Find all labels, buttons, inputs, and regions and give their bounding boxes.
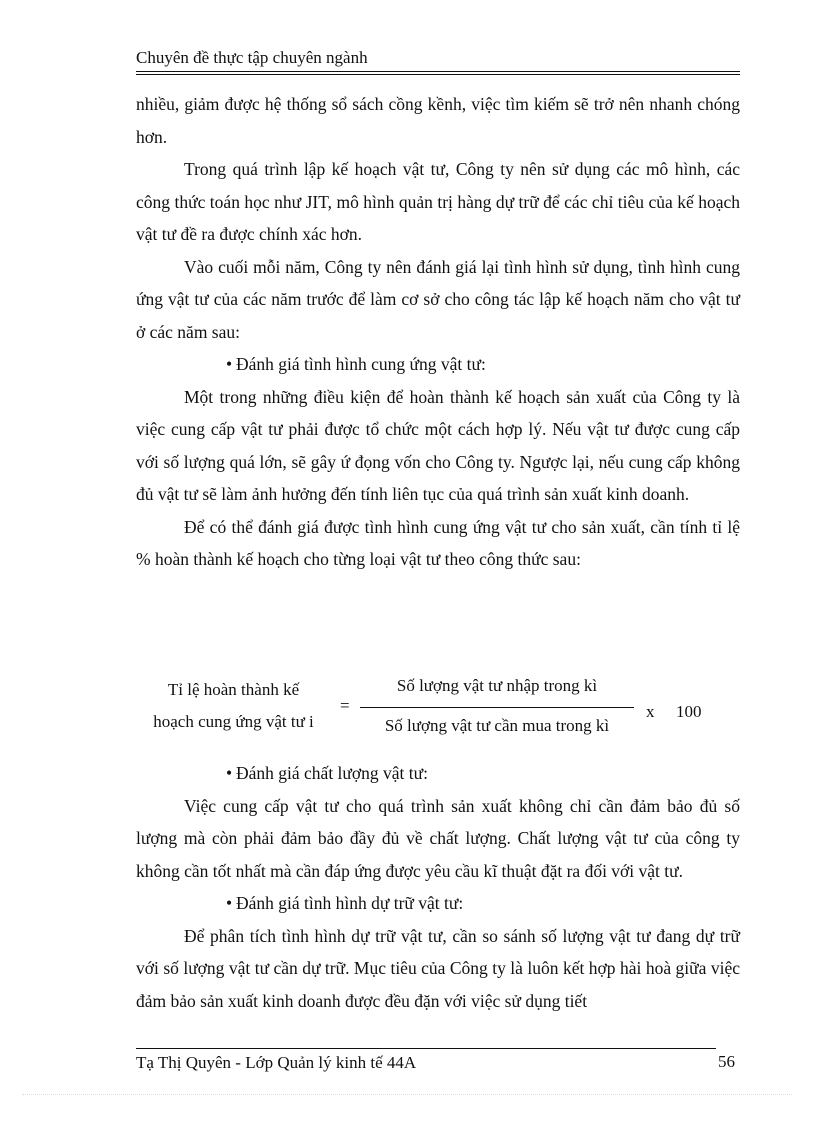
footer-author: Tạ Thị Quyên - Lớp Quản lý kinh tế 44A (136, 1053, 417, 1072)
header-rule (136, 71, 740, 72)
running-header: Chuyên đề thực tập chuyên ngành (136, 48, 368, 67)
paragraph: nhiều, giảm được hệ thống sổ sách cồng kềnh, việc tìm kiếm sẽ trở nên nhanh chóng hơn. (136, 94, 740, 147)
formula-times: x (646, 702, 655, 721)
bullet-heading (136, 348, 740, 381)
formula-equals: = (340, 696, 350, 715)
formula-denominator: Số lượng vật tư cần mua trong kì (384, 716, 610, 735)
bullet-heading-text: Đánh giá tình hình dự trữ vật tư: (236, 893, 464, 913)
bullet-icon: • (226, 893, 233, 913)
formula (136, 674, 740, 748)
page-number: 56 (718, 1052, 735, 1071)
bullet-heading-text: Đánh giá tình hình cung ứng vật tư: (236, 354, 486, 374)
header-rule-thin (136, 74, 740, 75)
formula-fraction-bar (360, 707, 634, 708)
paragraph: Để có thể đánh giá được tình hình cung ứng vật tư cho sản xuất, cần tính tỉ lệ % hoàn thành kế hoạch cho từng loại vật tư theo công thức sau: (136, 516, 740, 569)
bullet-heading-text: Đánh giá chất lượng vật tư: (236, 763, 428, 783)
bullet-heading (136, 757, 740, 790)
formula-multiplier: 100 (676, 702, 702, 721)
paragraph: Một trong những điều kiện để hoàn thành kế hoạch sản xuất của Công ty là việc cung cấp vật tư phải được tổ chức một cách hợp lý. Nếu vật tư được cung cấp với số lượng quá lớn, sẽ gây ứ đọng vốn cho Công ty. Ngược lại, nếu cung cấp không đủ vật tư sẽ làm ảnh hưởng đến tính liên tục của quá trình sản xuất kinh doanh. (136, 386, 740, 504)
footer-rule (136, 1048, 716, 1049)
body-text-top (136, 88, 740, 576)
formula-left-line1: Tỉ lệ hoàn thành kế (167, 680, 300, 699)
formula-left-term (136, 674, 331, 738)
bullet-icon: • (226, 354, 233, 374)
page-edge-dotted-line (22, 1094, 792, 1095)
bullet-icon: • (226, 763, 233, 783)
formula-numerator: Số lượng vật tư nhập trong kì (396, 676, 598, 695)
paragraph: Trong quá trình lập kế hoạch vật tư, Công ty nên sử dụng các mô hình, các công thức toán học như JIT, mô hình quản trị hàng dự trữ để các chỉ tiêu của kế hoạch vật tư đề ra được chính xác hơn. (136, 159, 740, 244)
formula-left-line2: hoạch cung ứng vật tư i (153, 712, 314, 731)
paragraph: Việc cung cấp vật tư cho quá trình sản xuất không chỉ cần đảm bảo đủ số lượng mà còn phải đảm bảo đầy đủ về chất lượng. Chất lượng vật tư của công ty không cần tốt nhất mà cần đáp ứng được yêu cầu kĩ thuật đặt ra đối với vật tư. (136, 795, 740, 881)
body-text-bottom (136, 757, 740, 1017)
paragraph: Để phân tích tình hình dự trữ vật tư, cần so sánh số lượng vật tư đang dự trữ với số lượng vật tư cần dự trữ. Mục tiêu của Công ty là luôn kết hợp hài hoà giữa việc đảm bảo sản xuất kinh doanh được đều đặn với việc sử dụng tiết (136, 925, 740, 1011)
paragraph: Vào cuối mỗi năm, Công ty nên đánh giá lại tình hình sử dụng, tình hình cung ứng vật tư của các năm trước để làm cơ sở cho công tác lập kế hoạch năm cho vật tư ở các năm sau: (136, 256, 740, 342)
bullet-heading (136, 887, 740, 920)
